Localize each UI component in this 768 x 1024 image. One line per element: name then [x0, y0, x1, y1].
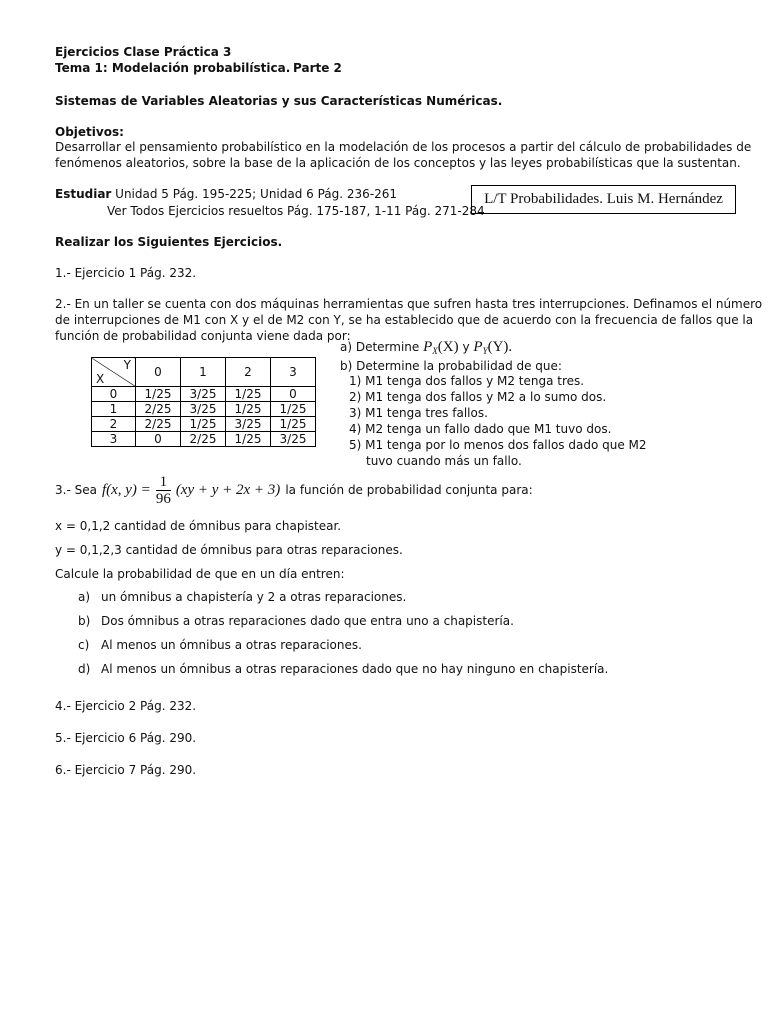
exercise-1: 1.- Ejercicio 1 Pág. 232.	[55, 266, 197, 280]
part-a-prefix: a) Determine	[340, 340, 420, 354]
exercise-3-line	[55, 470, 533, 510]
fraction	[156, 474, 171, 507]
header-parte: Parte 2	[293, 61, 342, 75]
corner-y-label: Y	[123, 358, 131, 372]
table-cell: 1/25	[271, 402, 316, 417]
table-cell: 3/25	[271, 432, 316, 447]
estudiar-line-2: Ver Todos Ejercicios resueltos Pág. 175-187, 1-11 Pág. 271-284	[107, 204, 485, 218]
exercise-4: 4.- Ejercicio 2 Pág. 232.	[55, 699, 197, 713]
row-header: 1	[92, 402, 136, 417]
fraction-denominator: 96	[155, 490, 171, 507]
estudiar-units: Unidad 5 Pág. 195-225; Unidad 6 Pág. 236-261	[115, 187, 398, 201]
header-line-1: Ejercicios Clase Práctica 3	[55, 45, 232, 59]
table-corner	[92, 358, 136, 387]
table-cell: 0	[136, 432, 181, 447]
col-header: 2	[226, 358, 271, 387]
objetivos-line-2: fenómenos aleatorios, sobre la base de la aplicación de los conceptos y las leyes probabilísticas que la sustentan.	[55, 156, 741, 170]
table-cell: 3/25	[181, 387, 226, 402]
part-b: b) Determine la probabilidad de que:	[340, 359, 562, 373]
row-header: 0	[92, 387, 136, 402]
objetivos-line-1: Desarrollar el pensamiento probabilístico en la modelación de los procesos a partir del cálculo de probabilidades de	[55, 140, 752, 154]
marginal-arg-y: (Y).	[487, 339, 513, 355]
corner-x-label: X	[96, 372, 105, 386]
ex3-item-letter: d)	[78, 662, 91, 676]
table-cell: 3/25	[226, 417, 271, 432]
col-header: 3	[271, 358, 316, 387]
y-definition: y = 0,1,2,3 cantidad de ómnibus para otras reparaciones.	[55, 543, 403, 557]
marginal-sub-x: X	[432, 346, 438, 356]
reference-box: L/T Probabilidades. Luis M. Hernández	[471, 185, 736, 214]
part-b-item: 1) M1 tenga dos fallos y M2 tenga tres.	[349, 374, 585, 388]
row-header: 3	[92, 432, 136, 447]
ex3-item-letter: a)	[78, 590, 91, 604]
part-b-item: 2) M1 tenga dos fallos y M2 a lo sumo dos.	[349, 390, 607, 404]
row-header: 2	[92, 417, 136, 432]
ex3-item-text: Dos ómnibus a otras reparaciones dado que entra uno a chapistería.	[101, 614, 514, 628]
objetivos-label: Objetivos:	[55, 125, 124, 139]
function-rhs: (xy + y + 2x + 3)	[175, 481, 281, 498]
exercise-2-line-3: función de probabilidad conjunta viene dada por:	[55, 329, 351, 343]
function-lhs: f(x, y) =	[101, 481, 151, 498]
part-b-item: 3) M1 tenga tres fallos.	[349, 406, 488, 420]
table-cell: 2/25	[181, 432, 226, 447]
fraction-numerator: 1	[156, 474, 171, 491]
marginal-arg-x: (X)	[437, 339, 459, 355]
ex3-item-text: Al menos un ómnibus a otras reparaciones dado que no hay ninguno en chapistería.	[101, 662, 609, 676]
ex3-item-text: Al menos un ómnibus a otras reparaciones.	[101, 638, 362, 652]
header-tema: Tema 1: Modelación probabilística.	[55, 61, 291, 75]
table-cell: 1/25	[226, 387, 271, 402]
table-cell: 1/25	[136, 387, 181, 402]
exercise-2-line-2: de interrupciones de M1 con X y el de M2 con Y, se ha establecido que de acuerdo con la frecuencia de fallos que la	[55, 313, 754, 327]
table-cell: 1/25	[226, 402, 271, 417]
estudiar-label: Estudiar	[55, 187, 112, 201]
exercise-5: 5.- Ejercicio 6 Pág. 290.	[55, 731, 197, 745]
ex3-item-letter: c)	[78, 638, 90, 652]
calc-instruction: Calcule la probabilidad de que en un día entren:	[55, 567, 345, 581]
exercise-3-suffix: la función de probabilidad conjunta para:	[285, 483, 533, 497]
table-cell: 3/25	[181, 402, 226, 417]
table-row	[92, 387, 316, 402]
table-cell: 1/25	[226, 432, 271, 447]
table-row	[92, 432, 316, 447]
exercise-3-prefix: 3.- Sea	[55, 483, 97, 497]
table-cell: 2/25	[136, 417, 181, 432]
table-row	[92, 417, 316, 432]
marginal-p: P	[423, 339, 433, 355]
part-b-item: 5) M1 tenga por lo menos dos fallos dado que M2	[349, 438, 647, 452]
ex3-item-text: un ómnibus a chapistería y 2 a otras reparaciones.	[101, 590, 407, 604]
part-a-conjunction: y	[462, 340, 470, 354]
estudiar-line-1	[55, 187, 397, 201]
part-b-item-cont: tuvo cuando más un fallo.	[366, 454, 522, 468]
x-definition: x = 0,1,2 cantidad de ómnibus para chapistear.	[55, 519, 342, 533]
joint-probability-table	[91, 357, 316, 447]
table-cell: 1/25	[181, 417, 226, 432]
table-row	[92, 402, 316, 417]
part-a	[340, 339, 512, 356]
exercise-2-line-1: 2.- En un taller se cuenta con dos máquinas herramientas que sufren hasta tres interrupciones. Definamos el número	[55, 297, 763, 311]
col-header: 1	[181, 358, 226, 387]
table-cell: 1/25	[271, 417, 316, 432]
col-header: 0	[136, 358, 181, 387]
marginal-sub-y: Y	[482, 346, 488, 356]
part-b-item: 4) M2 tenga un fallo dado que M1 tuvo dos.	[349, 422, 612, 436]
marginal-p: P	[473, 339, 483, 355]
page-title: Sistemas de Variables Aleatorias y sus Características Numéricas.	[55, 94, 503, 108]
table-cell: 0	[271, 387, 316, 402]
realizar-heading: Realizar los Siguientes Ejercicios.	[55, 235, 283, 249]
exercise-6: 6.- Ejercicio 7 Pág. 290.	[55, 763, 197, 777]
table-cell: 2/25	[136, 402, 181, 417]
ex3-item-letter: b)	[78, 614, 91, 628]
